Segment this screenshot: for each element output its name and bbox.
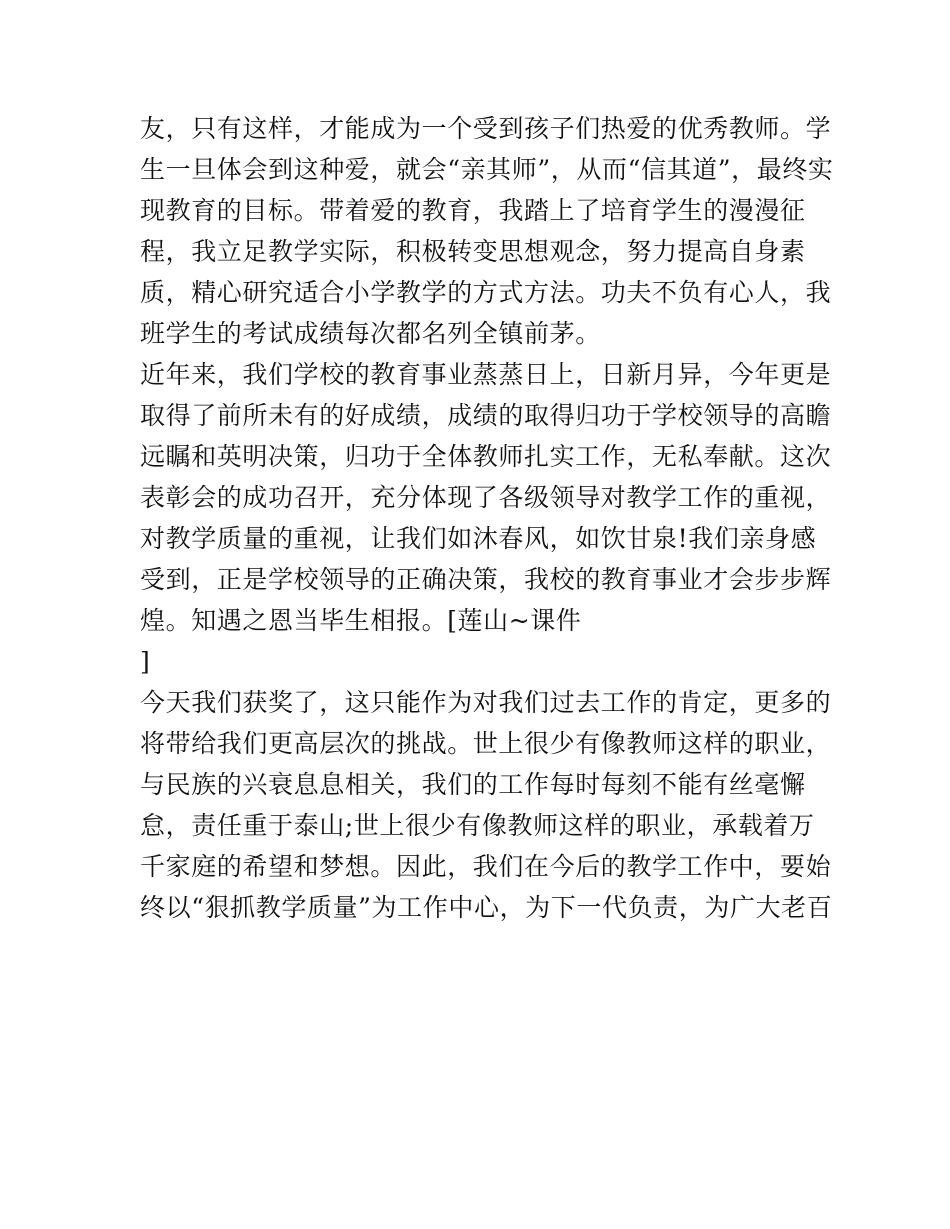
text-line: 与民族的兴衰息息相关，我们的工作每时每刻不能有丝毫懈 — [140, 770, 806, 799]
text-line: 煌。知遇之恩当毕生相报。[莲山~课件 — [140, 606, 582, 635]
text-line: 友，只有这样，才能成为一个受到孩子们热爱的优秀教师。学 — [140, 114, 832, 143]
text-line: 生一旦体会到这种爱，就会“亲其师”，从而“信其道”，最终实 — [140, 155, 834, 184]
text-line: 终以“狠抓教学质量”为工作中心，为下一代负责，为广大老百 — [140, 893, 833, 922]
text-line: 怠，责任重于泰山;世上很少有像教师这样的职业，承载着万 — [140, 811, 815, 840]
text-line: 将带给我们更高层次的挑战。世上很少有像教师这样的职业， — [140, 729, 832, 758]
text-line: 班学生的考试成绩每次都名列全镇前茅。 — [140, 319, 601, 348]
text-line: 远瞩和英明决策，归功于全体教师扎实工作，无私奉献。这次 — [140, 442, 832, 471]
text-line: 近年来，我们学校的教育事业蒸蒸日上，日新月异，今年更是 — [140, 360, 832, 389]
text-line: 千家庭的希望和梦想。因此，我们在今后的教学工作中，要始 — [140, 852, 832, 881]
text-line: 取得了前所未有的好成绩，成绩的取得归功于学校领导的高瞻 — [140, 401, 832, 430]
text-line: 对教学质量的重视，让我们如沐春风，如饮甘泉!我们亲身感 — [140, 524, 817, 553]
text-line: 程，我立足教学实际，积极转变思想观念，努力提高自身素 — [140, 237, 806, 266]
body-text — [140, 108, 834, 928]
text-line: ] — [140, 647, 151, 676]
text-line: 质，精心研究适合小学教学的方式方法。功夫不负有心人，我 — [140, 278, 832, 307]
text-line: 现教育的目标。带着爱的教育，我踏上了培育学生的漫漫征 — [140, 196, 806, 225]
text-line: 表彰会的成功召开，充分体现了各级领导对教学工作的重视， — [140, 483, 832, 512]
text-line: 今天我们获奖了，这只能作为对我们过去工作的肯定，更多的 — [140, 688, 832, 717]
text-line: 受到，正是学校领导的正确决策，我校的教育事业才会步步辉 — [140, 565, 832, 594]
